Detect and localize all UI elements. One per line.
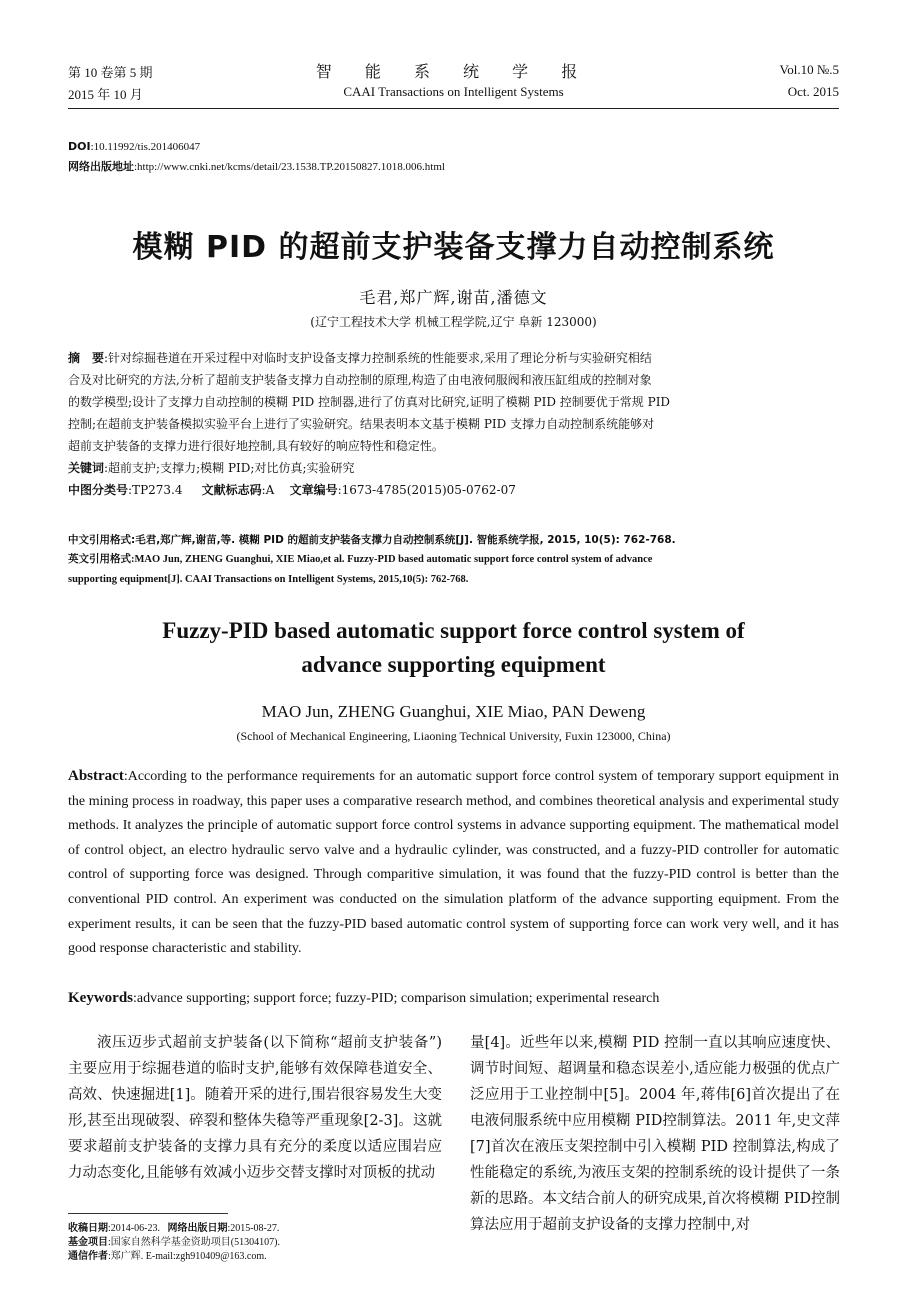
url-value[interactable]: :http://www.cnki.net/kcms/detail/23.1538.TP.20150827.1018.006.html (134, 161, 445, 173)
header-divider (68, 108, 839, 109)
title-cn: 模糊 PID 的超前支护装备支撑力自动控制系统 (132, 230, 775, 265)
header-journal-title-en: CAAI Transactions on Intelligent Systems (343, 84, 564, 99)
footnote-divider (68, 1213, 228, 1214)
body-column-left (68, 1030, 442, 1186)
title-en: Fuzzy-PID based automatic support force control system of advance supporting equipment (162, 618, 745, 677)
keywords-cn: 关键词:超前支护;支撑力;模糊 PID;对比仿真;实验研究 (68, 461, 355, 475)
header-date: 2015 年 10 月 (68, 87, 143, 102)
affiliation-cn: (辽宁工程技术大学 机械工程学院,辽宁 阜新 123000) (310, 315, 597, 329)
clc-value: :TP273.4 (128, 483, 183, 497)
article-no-label: 文章编号 (289, 483, 338, 497)
header-volume-en: Vol.10 №.5 (779, 62, 839, 77)
body-paragraph: 液压迈步式超前支护装备(以下简称“超前支护装备”)主要应用于综掘巷道的临时支护,能够有效保障巷道安全、高效、快速掘进[1]。随着开采的进行,围岩很容易发生大变形,甚至出现破裂、碎裂和整体失稳等严重现象[2-3]。这就要求超前支护装备的支撑力具有充分的柔度以适应围岩应力动态变化,且能够有效减小迈步交替支撑时对顶板的扰动 (68, 1035, 443, 1181)
body-paragraph: 量[4]。近些年以来,模糊 PID 控制一直以其响应速度快、调节时间短、超调量和稳态误差小,适应能力极强的优点广泛应用于工业控制中[5]。2004 年,蒋伟[6]首次提出了在电液伺服系统中应用模糊 PID控制算法。2011 年,史文萍[7]首次在液压支架控制中引入模糊 PID 控制算法,构成了性能稳定的系统,为液压支架的控制系统的设计提供了一条新的思路。本文结合前人的研究成果,首次将模糊 PID控制算法应用于超前支护设备的支撑力控制中,对 (470, 1035, 841, 1233)
abstract-cn-line: 摘 要:针对综掘巷道在开采过程中对临时支护设备支撑力控制系统的性能要求,采用了理论分析与实验研究相结 (68, 351, 652, 365)
keywords-en-text: :advance supporting; support force; fuzzy-PID; comparison simulation; experimental research (133, 991, 660, 1006)
header-date-en: Oct. 2015 (787, 84, 839, 99)
doi-line (68, 137, 445, 157)
doi-label: DOI (68, 140, 91, 153)
abstract-cn-line: 超前支护装备的支撑力进行很好地控制,具有较好的响应特性和稳定性。 (68, 439, 444, 453)
authors-cn: 毛君,郑广辉,谢苗,潘德文 (359, 288, 548, 307)
abstract-cn-line: 合及对比研究的方法,分析了超前支护装备支撑力自动控制的原理,构造了由电液伺服阀和液压缸组成的控制对象 (68, 373, 652, 387)
citation-block (68, 530, 839, 590)
citation-cn: 中文引用格式:毛君,郑广辉,谢苗,等. 模糊 PID 的超前支护装备支撑力自动控制系统[J]. 智能系统学报, 2015, 10(5): 762-768. (68, 534, 676, 546)
abstract-en-text: :According to the performance requirements for an automatic support force control system of temporary support equipment in the mining process in roadway, this paper uses a comparative research method, and combines theoretical analysis and experimental study methods. It analyzes the principle of automatic support force control systems in advance supporting equipment. The mathematical model of control object, an electro hydraulic servo valve and a hydraulic cylinder, was constructed, and a fuzzy-PID controller for automatic control of supporting force was designed. Through comparitive simulation, it was found that the fuzzy-PID control is better than the conventional PID control. An experiment was conducted on the simulation platform of the advance supporting equipment. From the experiment results, it can be seen that the fuzzy-PID based automatic control system of supporting force can work very well, and it has good response characteristic and stability. (68, 769, 839, 957)
keywords-cn-label: 关键词 (68, 461, 105, 475)
running-header (68, 62, 839, 106)
classification-line (68, 479, 839, 501)
header-volume-issue: 第 10 卷第 5 期 (68, 65, 153, 80)
citation-en-cont: supporting equipment[J]. CAAI Transactions on Intelligent Systems, 2015,10(5): 762-768. (68, 574, 469, 585)
url-line (68, 157, 445, 177)
clc-label: 中图分类号 (68, 483, 129, 497)
keywords-en-label: Keywords (68, 990, 133, 1006)
authors-en: MAO Jun, ZHENG Guanghui, XIE Miao, PAN Deweng (261, 702, 646, 721)
footnotes (68, 1222, 280, 1264)
abstract-cn (68, 347, 839, 501)
abstract-cn-label: 摘 要 (68, 351, 105, 365)
citation-en: 英文引用格式:MAO Jun, ZHENG Guanghui, XIE Miao,et al. Fuzzy-PID based automatic support force control system of advance (68, 554, 653, 565)
article-no-value: :1673-4785(2015)05-0762-07 (337, 483, 516, 497)
abstract-en (68, 764, 839, 962)
abstract-en-label: Abstract (68, 768, 124, 784)
doc-code-value: :A (261, 483, 275, 497)
doc-code-label: 文献标志码 (201, 483, 262, 497)
correspondence-line: 通信作者:郑广辉. E-mail:zgh910409@163.com. (68, 1251, 267, 1262)
affiliation-en: (School of Mechanical Engineering, Liaoning Technical University, Fuxin 123000, China) (236, 729, 671, 743)
doi-value[interactable]: :10.11992/tis.201406047 (90, 141, 201, 153)
abstract-cn-line: 的数学模型;设计了支撑力自动控制的模糊 PID 控制器,进行了仿真对比研究,证明了模糊 PID 控制要优于常规 PID (68, 395, 671, 409)
url-label: 网络出版地址 (68, 160, 134, 173)
header-journal-title-cn: 智 能 系 统 学 报 (315, 62, 592, 81)
keywords-en (68, 990, 839, 1007)
body-column-right (470, 1030, 840, 1238)
received-line: 收稿日期:2014-06-23. 网络出版日期:2015-08-27. (68, 1223, 280, 1234)
article-meta (68, 137, 445, 177)
fund-line: 基金项目:国家自然科学基金资助项目(51304107). (68, 1237, 280, 1248)
abstract-cn-line: 控制;在超前支护装备模拟实验平台上进行了实验研究。结果表明本文基于模糊 PID 支撑力自动控制系统能够对 (68, 417, 655, 431)
